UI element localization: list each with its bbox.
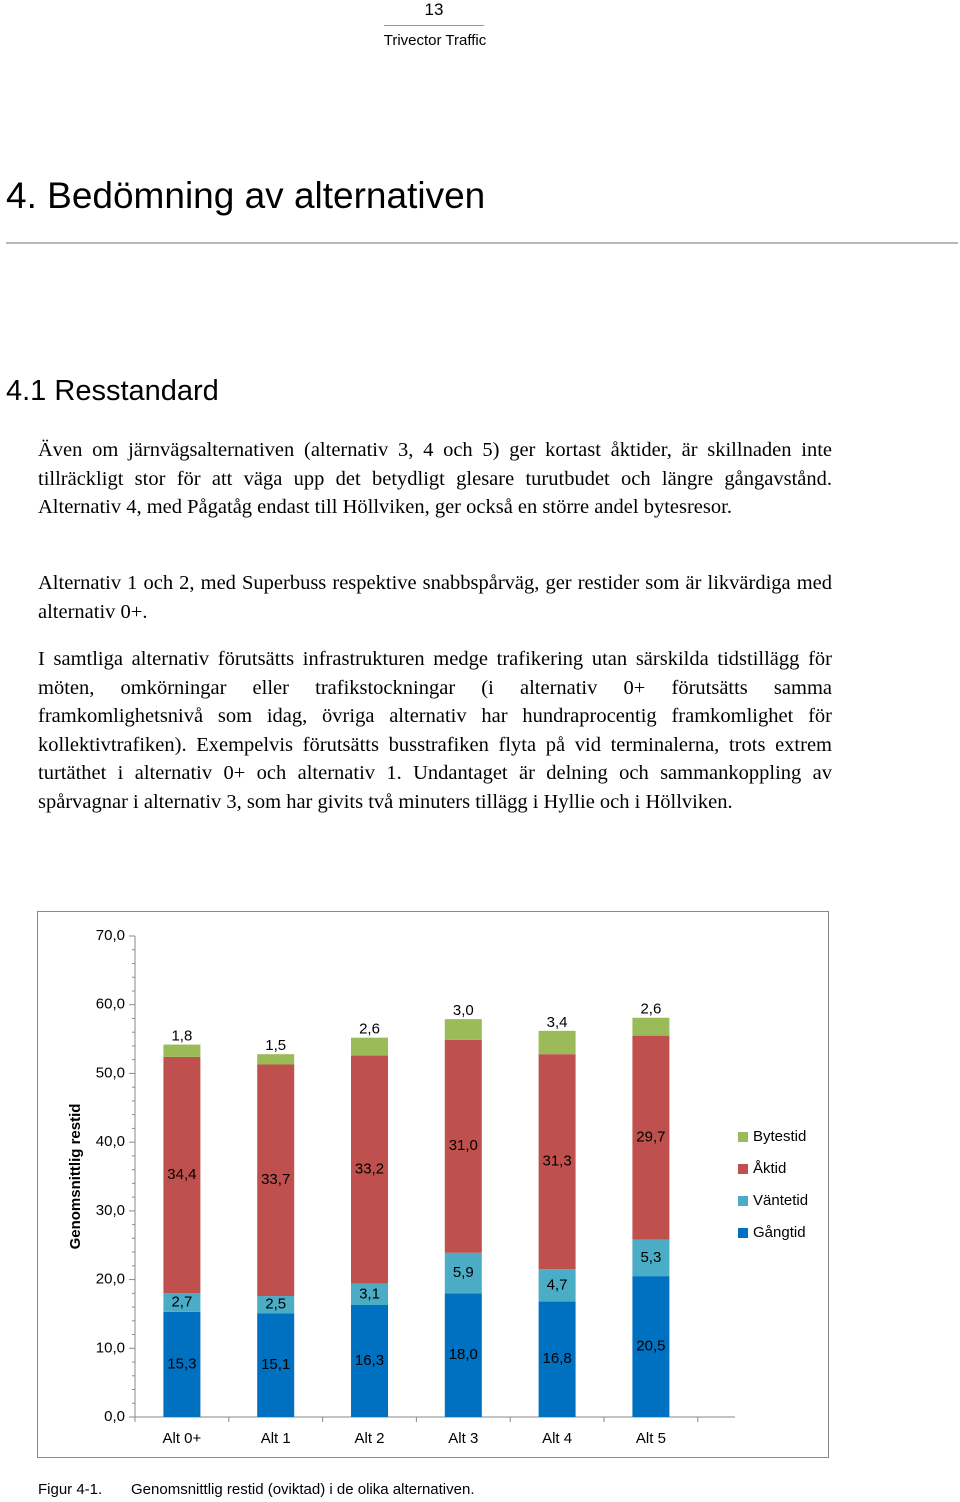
data-label: 2,7 — [171, 1293, 193, 1311]
y-tick-label: 50,0 — [95, 1064, 125, 1082]
legend-swatch-gångtid — [738, 1228, 748, 1238]
y-tick-label: 40,0 — [95, 1133, 125, 1151]
y-tick-label: 10,0 — [95, 1339, 125, 1357]
legend-label: Bytestid — [753, 1127, 807, 1145]
bar-bytestid-alt5 — [632, 1018, 669, 1036]
data-label: 16,3 — [354, 1351, 385, 1369]
data-label: 33,2 — [354, 1160, 385, 1178]
bar-bytestid-alt3 — [445, 1019, 482, 1040]
legend-swatch-åktid — [738, 1164, 748, 1174]
data-label: 16,8 — [542, 1350, 572, 1368]
data-label: 33,7 — [261, 1171, 291, 1189]
x-tick-label: Alt 5 — [635, 1429, 666, 1447]
data-label: 31,3 — [542, 1152, 572, 1170]
data-label: 3,0 — [452, 1002, 474, 1020]
chapter-title: 4. Bedömning av alternativen — [6, 175, 486, 216]
bar-bytestid-alt2 — [351, 1038, 388, 1056]
x-tick-label: Alt 4 — [542, 1429, 573, 1447]
body-paragraph: I samtliga alternativ förutsätts infrastrukturen medge trafikering utan särskilda tidstillägg för möten, omkörningar eller trafikstockningar (i alternativ 0+ förutsätts samma framkomlighetsnivå som idag, övriga alternativ har hundraprocentig framkomlighet för kollektivtrafiken). Exempelvis förutsätts busstrafiken flyta på vid terminalerna, trots extrem turtäthet i alternativ 0+ och alternativ 1. Undantaget är delning och sammankoppling av spårvagnar i alternativ 3, som har givits två minuters tillägg i Hyllie och i Höllviken. — [38, 648, 832, 813]
data-label: 2,6 — [640, 1000, 662, 1018]
data-label: 1,8 — [171, 1027, 193, 1045]
header-divider — [384, 25, 484, 26]
data-label: 1,5 — [265, 1037, 287, 1055]
data-label: 2,5 — [265, 1295, 287, 1313]
company-name: Trivector Traffic — [383, 32, 487, 49]
y-tick-label: 0,0 — [104, 1407, 125, 1425]
y-tick-label: 70,0 — [95, 926, 125, 944]
bar-bytestid-alt1 — [257, 1054, 294, 1064]
data-label: 31,0 — [448, 1137, 478, 1155]
bar-bytestid-alt4 — [539, 1031, 576, 1054]
x-tick-label: Alt 3 — [448, 1429, 479, 1447]
y-tick-label: 30,0 — [95, 1201, 125, 1219]
chart-area — [37, 911, 829, 1458]
data-label: 3,1 — [359, 1285, 380, 1303]
body-paragraph: Alternativ 1 och 2, med Superbuss respektive snabbspårväg, ger restider som är likvärdiga med alternativ 0+. — [38, 572, 832, 623]
x-tick-label: Alt 2 — [354, 1429, 385, 1447]
bar-bytestid-alt0 — [163, 1045, 200, 1057]
data-label: 5,9 — [452, 1264, 474, 1282]
body-paragraph: Även om järnvägsalternativen (alternativ 3, 4 och 5) ger kortast åktider, är skillnaden inte tillräckligt stor för att väga upp det betydligt glesare turutbudet och längre gångavstånd. Alternativ 4, med Pågatåg endast till Höllviken, ger också en större andel bytesresor. — [38, 439, 832, 518]
data-label: 29,7 — [636, 1128, 666, 1146]
figure-label: Figur 4-1. — [38, 1481, 103, 1498]
legend-label: Gångtid — [753, 1223, 806, 1241]
data-label: 20,5 — [636, 1337, 666, 1355]
legend-label: Åktid — [753, 1159, 787, 1177]
y-tick-label: 60,0 — [95, 995, 125, 1013]
chapter-divider — [6, 242, 958, 244]
legend-swatch-bytestid — [738, 1132, 748, 1142]
legend-label: Väntetid — [753, 1191, 809, 1209]
data-label: 18,0 — [448, 1346, 478, 1364]
figure-caption: Genomsnittlig restid (oviktad) i de olika alternativen. — [131, 1481, 475, 1498]
stacked-bar-chart — [38, 912, 828, 1457]
x-tick-label: Alt 1 — [260, 1429, 291, 1447]
page-number: 13 — [424, 0, 444, 19]
y-tick-label: 20,0 — [95, 1270, 125, 1288]
data-label: 15,3 — [167, 1355, 197, 1373]
data-label: 15,1 — [261, 1356, 291, 1374]
x-tick-label: Alt 0+ — [162, 1429, 202, 1447]
data-label: 34,4 — [167, 1166, 197, 1184]
data-label: 3,4 — [546, 1013, 568, 1031]
section-title: 4.1 Resstandard — [6, 375, 219, 407]
data-label: 2,6 — [359, 1020, 380, 1038]
y-axis-title: Genomsnittlig restid — [66, 1103, 84, 1250]
legend-swatch-väntetid — [738, 1196, 748, 1206]
data-label: 4,7 — [546, 1276, 568, 1294]
data-label: 5,3 — [640, 1248, 662, 1266]
